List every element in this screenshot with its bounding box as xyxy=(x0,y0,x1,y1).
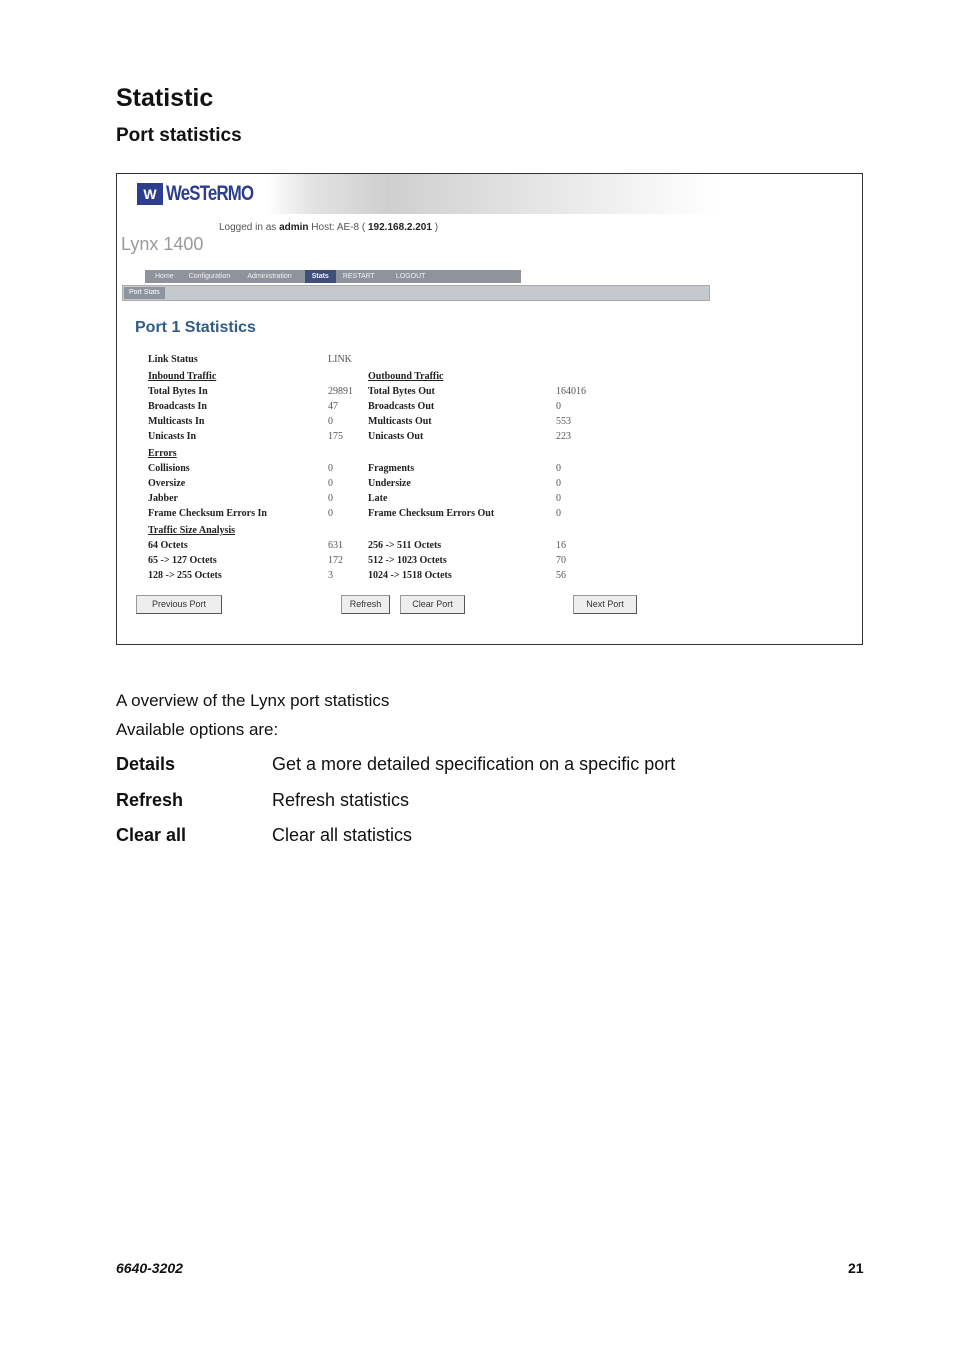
subnav-port-stats[interactable]: Port Stats xyxy=(124,287,165,299)
stat-label: Broadcasts Out xyxy=(368,401,435,412)
stat-value: 0 xyxy=(556,463,561,474)
stat-label: Broadcasts In xyxy=(148,401,207,412)
page-number: 21 xyxy=(848,1260,864,1276)
stat-label: Undersize xyxy=(368,478,411,489)
main-nav xyxy=(145,270,521,283)
stat-label: Total Bytes Out xyxy=(368,386,435,397)
logo-mark-icon: W xyxy=(137,183,163,205)
stat-label: Oversize xyxy=(148,478,186,489)
stat-value: 0 xyxy=(556,401,561,412)
stat-label: Multicasts In xyxy=(148,416,205,427)
stat-label: Unicasts In xyxy=(148,431,197,442)
stat-label: 512 -> 1023 Octets xyxy=(368,555,447,566)
inbound-header: Inbound Traffic xyxy=(148,371,217,382)
stat-label: Jabber xyxy=(148,493,178,504)
stat-label: Frame Checksum Errors In xyxy=(148,508,267,519)
link-status-value: LINK xyxy=(328,354,352,365)
nav-stats[interactable]: Stats xyxy=(305,270,336,283)
nav-home[interactable]: Home xyxy=(155,273,174,280)
stat-value: 0 xyxy=(556,508,561,519)
options-intro: Available options are: xyxy=(116,720,279,739)
port-statistics-screenshot xyxy=(116,173,863,645)
nav-administration[interactable]: Administration xyxy=(247,273,292,280)
westermo-logo xyxy=(137,182,275,206)
stat-value: 0 xyxy=(328,508,333,519)
size-analysis-header: Traffic Size Analysis xyxy=(148,525,236,536)
logo-text: WeSTeRMO xyxy=(166,182,254,205)
stat-label: Unicasts Out xyxy=(368,431,424,442)
sub-nav xyxy=(122,285,710,301)
login-info: Logged in as admin Host: AE-8 ( 192.168.2.201 ) xyxy=(219,222,439,233)
stat-label: Fragments xyxy=(368,463,415,474)
stat-value: 3 xyxy=(328,570,333,581)
stat-value: 16 xyxy=(556,540,566,551)
next-port-button[interactable]: Next Port xyxy=(573,595,637,614)
stat-value: 47 xyxy=(328,401,338,412)
stat-value: 56 xyxy=(556,570,566,581)
option-term-details: Details xyxy=(116,754,176,774)
stat-value: 0 xyxy=(328,463,333,474)
page-title: Statistic xyxy=(116,84,214,112)
stat-value: 0 xyxy=(328,478,333,489)
stat-label: Frame Checksum Errors Out xyxy=(368,508,495,519)
link-status-label: Link Status xyxy=(148,354,198,365)
stat-label: Total Bytes In xyxy=(148,386,208,397)
stat-label: 128 -> 255 Octets xyxy=(148,570,222,581)
stat-label: 65 -> 127 Octets xyxy=(148,555,217,566)
option-desc-details: Get a more detailed specification on a specific port xyxy=(272,754,676,774)
option-term-clear-all: Clear all xyxy=(116,825,187,845)
stat-value: 70 xyxy=(556,555,566,566)
option-desc-refresh: Refresh statistics xyxy=(272,790,410,810)
intro-text: A overview of the Lynx port statistics xyxy=(116,691,390,710)
section-title: Port statistics xyxy=(116,125,242,146)
refresh-button[interactable]: Refresh xyxy=(341,595,390,614)
stat-label: 1024 -> 1518 Octets xyxy=(368,570,452,581)
document-number: 6640-3202 xyxy=(116,1260,183,1276)
stat-value: 631 xyxy=(328,540,343,551)
stat-value: 0 xyxy=(328,493,333,504)
stat-value: 164016 xyxy=(556,386,586,397)
stat-label: Late xyxy=(368,493,388,504)
option-desc-clear-all: Clear all statistics xyxy=(272,825,413,845)
previous-port-button[interactable]: Previous Port xyxy=(136,595,222,614)
stat-value: 0 xyxy=(328,416,333,427)
outbound-header: Outbound Traffic xyxy=(368,371,444,382)
nav-restart[interactable]: RESTART xyxy=(342,273,375,280)
stat-label: Collisions xyxy=(148,463,190,474)
stat-value: 0 xyxy=(556,493,561,504)
stat-value: 175 xyxy=(328,431,343,442)
nav-configuration[interactable]: Configuration xyxy=(188,273,231,280)
stat-value: 172 xyxy=(328,555,343,566)
device-title: Lynx 1400 xyxy=(121,234,204,254)
stat-label: 256 -> 511 Octets xyxy=(368,540,442,551)
option-term-refresh: Refresh xyxy=(116,790,184,810)
port-title: Port 1 Statistics xyxy=(135,319,256,336)
nav-logout[interactable]: LOGOUT xyxy=(395,273,426,280)
clear-port-button[interactable]: Clear Port xyxy=(400,595,465,614)
stat-value: 29891 xyxy=(328,386,353,397)
errors-header: Errors xyxy=(148,448,177,459)
stat-value: 223 xyxy=(556,431,571,442)
stat-value: 0 xyxy=(556,478,561,489)
stat-label: 64 Octets xyxy=(148,540,188,551)
stat-value: 553 xyxy=(556,416,571,427)
stat-label: Multicasts Out xyxy=(368,416,432,427)
